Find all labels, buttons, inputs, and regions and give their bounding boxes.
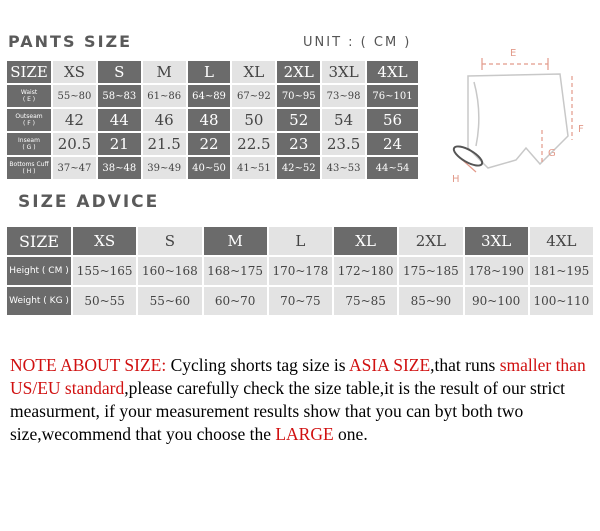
note-heading: NOTE ABOUT SIZE:	[10, 355, 167, 375]
table-cell: 70~75	[269, 287, 332, 315]
pants-size-3xl: 3XL	[322, 61, 365, 83]
table-cell: 181~195	[530, 257, 593, 285]
pants-row-bottoms-cuff	[7, 157, 418, 179]
advice-header-row	[7, 227, 593, 255]
note-text: one.	[333, 424, 368, 444]
diagram-label-h: H	[452, 174, 460, 185]
table-cell: 52	[277, 109, 320, 131]
table-cell: 48	[188, 109, 231, 131]
table-cell: 67~92	[232, 85, 275, 107]
table-cell: 70~95	[277, 85, 320, 107]
table-cell: 44~54	[367, 157, 418, 179]
table-cell: 90~100	[465, 287, 528, 315]
row-label-outseam	[7, 109, 51, 131]
table-cell: 155~165	[73, 257, 136, 285]
pants-header-row	[7, 61, 418, 83]
table-cell: 37~47	[53, 157, 96, 179]
row-label-text: Inseam	[18, 137, 40, 144]
table-cell: 55~80	[53, 85, 96, 107]
size-advice-table	[5, 225, 595, 317]
table-cell: 175~185	[399, 257, 462, 285]
table-cell: 42~52	[277, 157, 320, 179]
table-cell: 100~110	[530, 287, 593, 315]
row-label-code: ( H )	[22, 168, 36, 175]
pants-row-inseam	[7, 133, 418, 155]
note-text: Cycling shorts tag size is	[166, 355, 349, 375]
note-text: ,that runs	[430, 355, 496, 375]
table-cell: 38~48	[98, 157, 141, 179]
pants-header-label: SIZE	[7, 61, 51, 83]
pants-size-4xl: 4XL	[367, 61, 418, 83]
table-cell: 73~98	[322, 85, 365, 107]
table-cell: 50	[232, 109, 275, 131]
pants-size-2xl: 2XL	[277, 61, 320, 83]
table-cell: 44	[98, 109, 141, 131]
table-cell: 55~60	[138, 287, 201, 315]
diagram-label-g: G	[548, 148, 556, 159]
table-cell: 39~49	[143, 157, 186, 179]
advice-size-2xl: 2XL	[399, 227, 462, 255]
pants-size-xs: XS	[53, 61, 96, 83]
pants-row-outseam	[7, 109, 418, 131]
note-asia-size: ASIA SIZE	[348, 355, 431, 375]
size-note	[10, 354, 590, 446]
note-smaller-than: smaller than US/EU standard	[10, 355, 586, 398]
advice-size-3xl: 3XL	[465, 227, 528, 255]
table-cell: 23	[277, 133, 320, 155]
table-cell: 160~168	[138, 257, 201, 285]
table-cell: 41~51	[232, 157, 275, 179]
note-large: LARGE	[275, 424, 334, 444]
table-cell: 58~83	[98, 85, 141, 107]
diagram-label-e: E	[510, 48, 517, 59]
table-cell: 22.5	[232, 133, 275, 155]
table-cell: 23.5	[322, 133, 365, 155]
diagram-label-f: F	[578, 124, 584, 135]
pants-size-m: M	[143, 61, 186, 83]
row-label-bottoms-cuff	[7, 157, 51, 179]
table-cell: 178~190	[465, 257, 528, 285]
table-cell: 46	[143, 109, 186, 131]
unit-label: UNIT : ( CM )	[303, 35, 412, 50]
advice-row-height	[7, 257, 593, 285]
pants-size-table	[5, 59, 420, 181]
table-cell: 172~180	[334, 257, 397, 285]
pants-size-xl: XL	[232, 61, 275, 83]
table-cell: 75~85	[334, 287, 397, 315]
pants-size-l: L	[188, 61, 231, 83]
table-cell: 50~55	[73, 287, 136, 315]
advice-size-xl: XL	[334, 227, 397, 255]
advice-size-l: L	[269, 227, 332, 255]
row-label-text: Bottoms Cuff	[9, 161, 49, 168]
advice-size-m: M	[204, 227, 267, 255]
note-text: ,please carefully check the size table,it is the result of our strict measurment, if your measurement results show that you can byt both two size,wecommend that you choose the	[10, 378, 565, 444]
table-cell: 54	[322, 109, 365, 131]
table-cell: 85~90	[399, 287, 462, 315]
table-cell: 64~89	[188, 85, 231, 107]
row-label-code: ( G )	[22, 144, 36, 151]
row-label-height: Height ( CM )	[7, 257, 71, 285]
table-cell: 43~53	[322, 157, 365, 179]
row-label-code: ( E )	[22, 96, 36, 103]
table-cell: 40~50	[188, 157, 231, 179]
table-cell: 168~175	[204, 257, 267, 285]
table-cell: 21.5	[143, 133, 186, 155]
pants-size-s: S	[98, 61, 141, 83]
advice-size-4xl: 4XL	[530, 227, 593, 255]
advice-size-xs: XS	[73, 227, 136, 255]
advice-size-s: S	[138, 227, 201, 255]
row-label-text: Waist	[20, 89, 38, 96]
advice-row-weight	[7, 287, 593, 315]
row-label-text: Outseam	[15, 113, 43, 120]
row-label-inseam	[7, 133, 51, 155]
table-cell: 42	[53, 109, 96, 131]
row-label-code: ( F )	[23, 120, 35, 127]
row-label-waist	[7, 85, 51, 107]
advice-header-label: SIZE	[7, 227, 71, 255]
table-cell: 170~178	[269, 257, 332, 285]
size-advice-title: SIZE ADVICE	[18, 192, 160, 212]
table-cell: 20.5	[53, 133, 96, 155]
table-cell: 56	[367, 109, 418, 131]
row-label-weight: Weight ( KG )	[7, 287, 71, 315]
table-cell: 22	[188, 133, 231, 155]
table-cell: 61~86	[143, 85, 186, 107]
pants-size-title: PANTS SIZE	[8, 32, 133, 51]
shorts-diagram	[430, 40, 595, 185]
table-cell: 24	[367, 133, 418, 155]
table-cell: 60~70	[204, 287, 267, 315]
table-cell: 21	[98, 133, 141, 155]
pants-row-waist	[7, 85, 418, 107]
table-cell: 76~101	[367, 85, 418, 107]
